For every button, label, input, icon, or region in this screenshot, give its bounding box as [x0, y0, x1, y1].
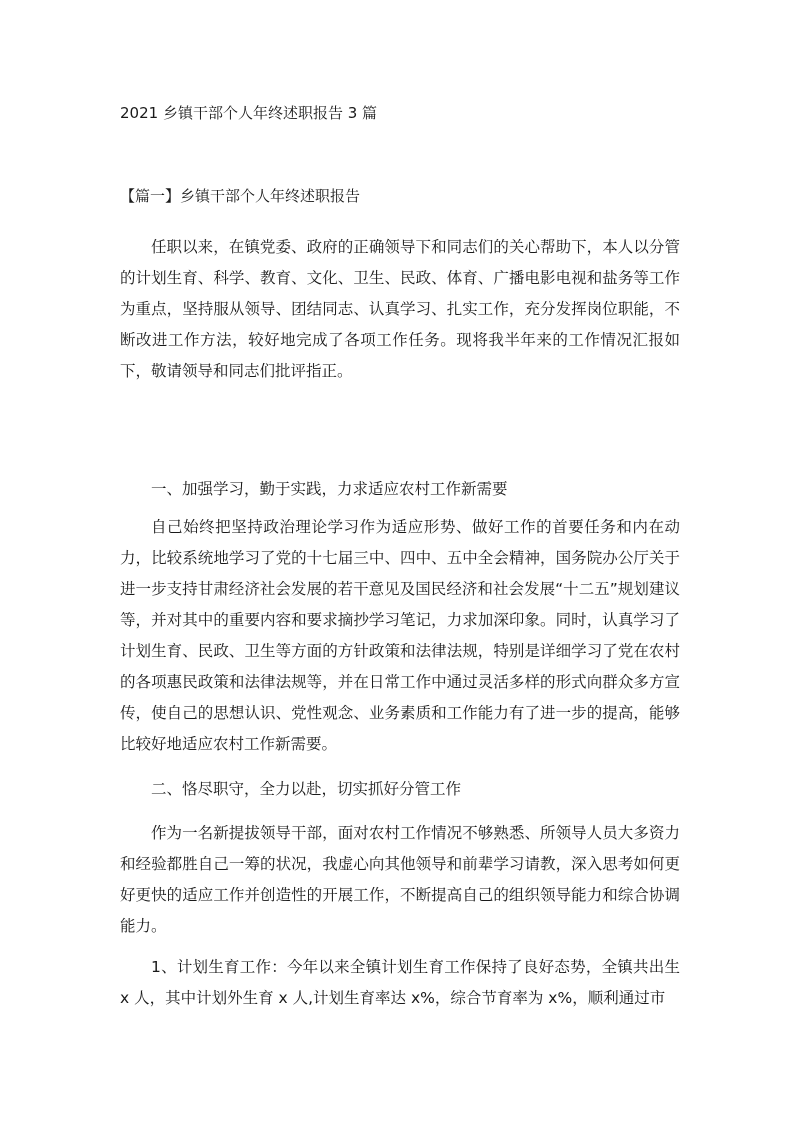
section-title: 【篇一】乡镇干部个人年终述职报告: [120, 187, 361, 205]
intro-paragraph: 任职以来，在镇党委、政府的正确领导下和同志们的关心帮助下，本人以分管的计划生育、科学、教育、文化、卫生、民政、体育、广播电影电视和盐务等工作为重点，坚持服从领导、团结同志、认真学习、扎实工作，充分发挥岗位职能，不断改进工作方法，较好地完成了各项工作任务。现将我半年来的工作情况汇报如下，敬请领导和同志们批评指正。: [120, 238, 680, 380]
heading-one: 一、加强学习，勤于实践，力求适应农村工作新需要: [151, 480, 508, 498]
paragraph-one: 自己始终把坚持政治理论学习作为适应形势、做好工作的首要任务和内在动力，比较系统地学习了党的十七届三中、四中、五中全会精神，国务院办公厅关于进一步支持甘肃经济社会发展的若干意见及国民经济和社会发展“十二五”规划建议等，并对其中的重要内容和要求摘抄学习笔记，力求加深印象。同时，认真学习了计划生育、民政、卫生等方面的方针政策和法律法规，特别是详细学习了党在农村的各项惠民政策和法律法规等，并在日常工作中通过灵活多样的形式向群众多方宣传，使自己的思想认识、党性观念、业务素质和工作能力有了进一步的提高，能够比较好地适应农村工作新需要。: [120, 518, 680, 753]
paragraph-three: 1、计划生育工作：今年以来全镇计划生育工作保持了良好态势，全镇共出生 x 人，其中计划外生育 x 人,计划生育率达 x%，综合节育率为 x%，顺利通过市: [120, 958, 680, 1007]
document-title: 2021 乡镇干部个人年终述职报告 3 篇: [120, 104, 378, 122]
paragraph-two: 作为一名新提拔领导干部，面对农村工作情况不够熟悉、所领导人员大多资力和经验都胜自己一筹的状况，我虚心向其他领导和前辈学习请教，深入思考如何更好更快的适应工作并创造性的开展工作，不断提高自己的组织领导能力和综合协调能力。: [120, 824, 680, 935]
heading-two: 二、恪尽职守，全力以赴，切实抓好分管工作: [151, 780, 462, 798]
